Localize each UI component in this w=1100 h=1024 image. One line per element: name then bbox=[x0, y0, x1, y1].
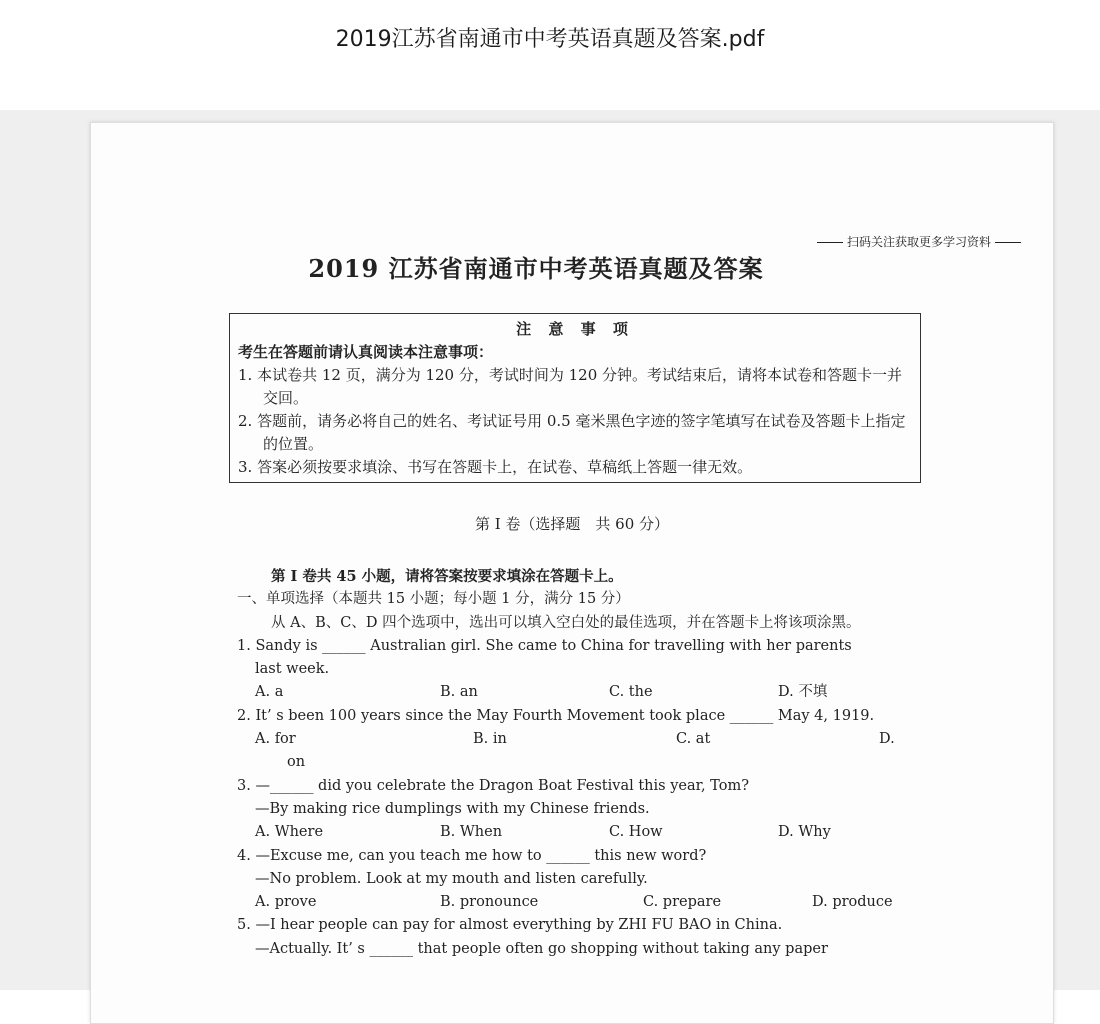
option: D. 不填 bbox=[778, 684, 828, 701]
option: B. pronounce bbox=[440, 894, 539, 911]
notice-item: 3. 答案必须按要求填涂、书写在答题卡上，在试卷、草稿纸上答题一律无效。 bbox=[238, 458, 753, 476]
notice-lead: 考生在答题前请认真阅读本注意事项： bbox=[238, 343, 494, 361]
option: B. When bbox=[440, 824, 503, 841]
notice-heading: 注 意 事 项 bbox=[516, 320, 634, 338]
question-line: last week. bbox=[255, 661, 330, 678]
notice-item: 1. 本试卷共 12 页，满分为 120 分，考试时间为 120 分钟。考试结束后，请将本试卷和答题卡一并交回。 bbox=[238, 366, 903, 407]
dash-right bbox=[995, 242, 1021, 243]
question-line: 4. —Excuse me, can you teach me how to ______ this new word? bbox=[237, 847, 707, 864]
document-title: 2019江苏省南通市中考英语真题及答案.pdf bbox=[335, 27, 765, 52]
paper-title: 2019 江苏省南通市中考英语真题及答案 bbox=[308, 254, 764, 283]
question-line: —No problem. Look at my mouth and listen carefully. bbox=[255, 870, 648, 887]
viewer-body[interactable] bbox=[0, 110, 1100, 990]
option: C. How bbox=[609, 824, 663, 841]
part-intro bbox=[237, 612, 917, 635]
option: D. Why bbox=[778, 824, 831, 841]
question-line: —Actually. It’ s ______ that people often go shopping without taking any paper bbox=[255, 940, 828, 957]
notice-box bbox=[229, 313, 921, 483]
question-line: 1. Sandy is ______ Australian girl. She came to China for travelling with her parents bbox=[237, 637, 852, 654]
options-row bbox=[237, 728, 917, 751]
question-line: 3. —______ did you celebrate the Dragon Boat Festival this year, Tom? bbox=[237, 777, 749, 794]
option: C. at bbox=[676, 731, 711, 748]
options-row bbox=[237, 891, 917, 914]
options-row bbox=[237, 821, 917, 844]
question-line: 2. It’ s been 100 years since the May Fourth Movement took place ______ May 4, 1919. bbox=[237, 707, 875, 724]
question-line: 5. —I hear people can pay for almost everything by ZHI FU BAO in China. bbox=[237, 917, 783, 934]
option: C. prepare bbox=[643, 894, 722, 911]
question-line: —By making rice dumplings with my Chinese friends. bbox=[255, 800, 650, 817]
option: C. the bbox=[609, 684, 653, 701]
pdf-page bbox=[90, 122, 1054, 1024]
part-intro-text: 从 A、B、C、D 四个选项中，选出可以填入空白处的最佳选项，并在答题卡上将该项涂黑。 bbox=[271, 614, 861, 631]
option: A. prove bbox=[255, 894, 317, 911]
options-row bbox=[237, 681, 917, 704]
dash-left bbox=[817, 242, 843, 243]
notice-item: 2. 答题前，请务必将自己的姓名、考试证号用 0.5 毫米黑色字迹的签字笔填写在试卷及答题卡上指定的位置。 bbox=[238, 412, 906, 453]
option: D. bbox=[879, 731, 895, 748]
question-content bbox=[237, 565, 917, 961]
option: A. for bbox=[255, 731, 296, 748]
option: D. produce bbox=[812, 894, 893, 911]
viewer-header bbox=[0, 0, 1100, 110]
section-title: 第 I 卷（选择题 共 60 分） bbox=[474, 515, 670, 533]
option: B. an bbox=[440, 684, 478, 701]
option: B. in bbox=[473, 731, 507, 748]
option-wrap: on bbox=[287, 754, 306, 771]
instruction: 第 I 卷共 45 小题，请将答案按要求填涂在答题卡上。 bbox=[271, 568, 623, 585]
option: A. a bbox=[255, 684, 284, 701]
option: A. Where bbox=[255, 824, 324, 841]
qr-note bbox=[813, 233, 1025, 250]
qr-note-text: 扫码关注获取更多学习资料 bbox=[846, 235, 991, 249]
part-heading: 一、单项选择（本题共 15 小题；每小题 1 分，满分 15 分） bbox=[237, 591, 630, 608]
